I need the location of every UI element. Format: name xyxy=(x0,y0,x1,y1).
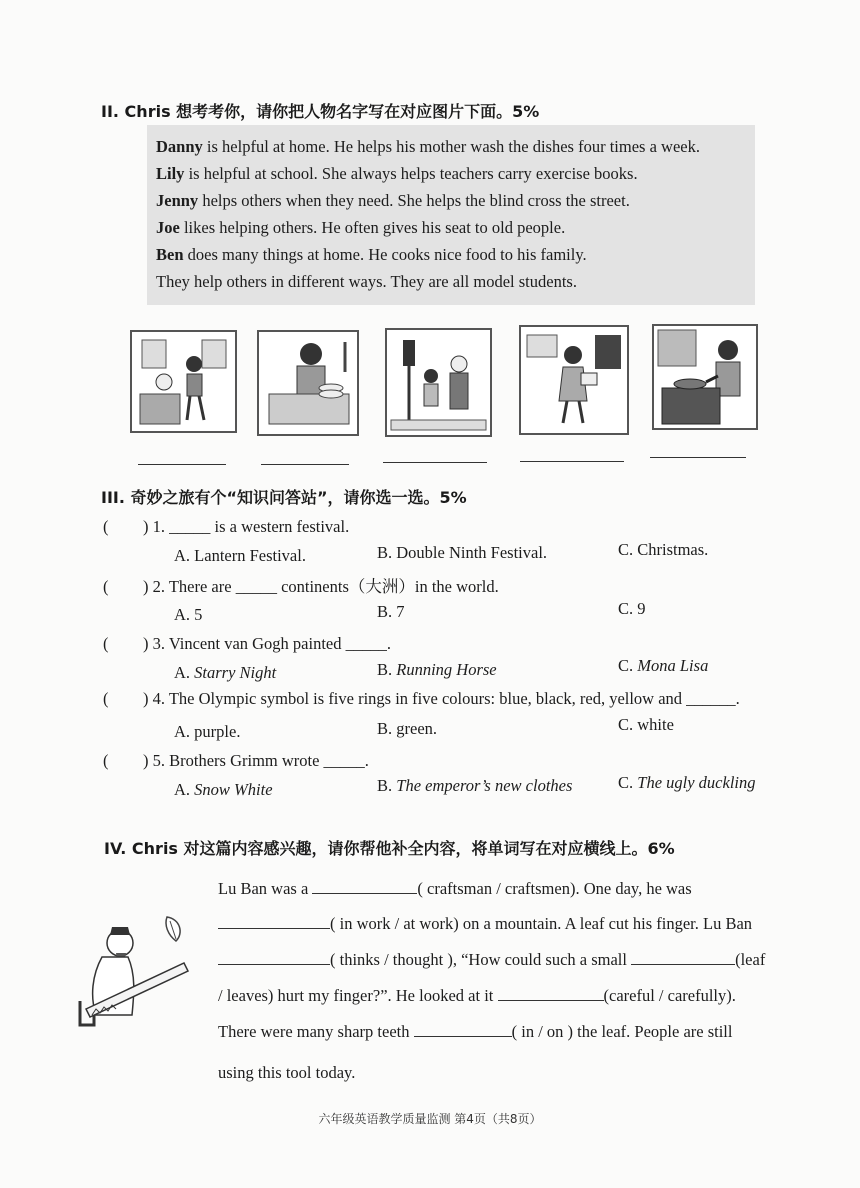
passage-line-6: using this tool today. xyxy=(218,1063,356,1082)
option-a: A. purple. xyxy=(174,722,241,741)
carrying-books-picture xyxy=(519,325,629,435)
passage-line: Joe likes helping others. He often gives his seat to old people. xyxy=(156,218,566,237)
passage-line: Ben does many things at home. He cooks nice food to his family. xyxy=(156,245,587,264)
person-name: Lily xyxy=(156,164,185,183)
cooking-picture xyxy=(652,324,758,430)
passage-line: They help others in different ways. They are all model students. xyxy=(156,272,577,291)
section-2-title: II. Chris 想考考你，请你把人物名字写在对应图片下面。5% xyxy=(101,102,540,121)
option-a: A. 5 xyxy=(174,605,203,624)
option-b: B. Double Ninth Festival. xyxy=(377,543,548,562)
passage-line-3: ( thinks / thought ), “How could such a small (leaf xyxy=(218,950,765,970)
answer-paren[interactable]: ( xyxy=(103,517,109,536)
fill-blank-6[interactable] xyxy=(414,1022,512,1037)
bus-seat-picture xyxy=(130,330,237,433)
option-c: C. The ugly duckling xyxy=(618,773,756,792)
person-name: Jenny xyxy=(156,191,199,210)
option-b: B. The emperor’s new clothes xyxy=(377,776,573,795)
question-4: ( ) 4. The Olympic symbol is five rings in five colours: blue, black, red, yellow and ______. xyxy=(103,689,740,708)
answer-paren[interactable]: ( xyxy=(103,689,109,708)
answer-paren[interactable]: ( xyxy=(103,577,109,596)
crossing-street-picture xyxy=(385,328,492,437)
person-name: Danny xyxy=(156,137,203,156)
question-2: ( ) 2. There are _____ continents（大洲）in the world. xyxy=(103,577,499,596)
passage-line-4: / leaves) hurt my finger?”. He looked at it (careful / carefully). xyxy=(218,986,736,1005)
option-c: C. Christmas. xyxy=(618,540,709,559)
name-blank-2[interactable] xyxy=(261,464,349,465)
fill-blank-1[interactable] xyxy=(312,879,417,894)
washing-dishes-picture xyxy=(257,330,359,436)
question-3: ( ) 3. Vincent van Gogh painted _____. xyxy=(103,634,391,653)
answer-paren[interactable]: ( xyxy=(103,751,109,770)
option-b: B. Running Horse xyxy=(377,660,497,679)
passage-line: Lily is helpful at school. She always helps teachers carry exercise books. xyxy=(156,164,638,183)
fill-blank-4[interactable] xyxy=(631,950,735,965)
option-a: A. Lantern Festival. xyxy=(174,546,306,565)
section-3-title: III. 奇妙之旅有个“知识问答站”，请你选一选。5% xyxy=(101,488,467,507)
passage-line: Danny is helpful at home. He helps his mother wash the dishes four times a week. xyxy=(156,137,700,156)
fill-blank-3[interactable] xyxy=(218,950,330,965)
passage-line-1: Lu Ban was a ( craftsman / craftsmen). One day, he was xyxy=(218,879,692,898)
name-blank-4[interactable] xyxy=(520,461,624,462)
lu-ban-saw-icon xyxy=(72,905,197,1030)
option-b: B. green. xyxy=(377,719,438,738)
option-c: C. white xyxy=(618,715,674,734)
option-b: B. 7 xyxy=(377,602,405,621)
passage-line-5: There were many sharp teeth ( in / on ) the leaf. People are still xyxy=(218,1022,733,1041)
passage-line: Jenny helps others when they need. She helps the blind cross the street. xyxy=(156,191,630,210)
option-a: A. Snow White xyxy=(174,780,273,799)
person-name: Ben xyxy=(156,245,184,264)
fill-blank-5[interactable] xyxy=(498,986,604,1001)
option-a: A. Starry Night xyxy=(174,663,277,682)
question-5: ( ) 5. Brothers Grimm wrote _____. xyxy=(103,751,369,770)
passage-line-2: ( in work / at work) on a mountain. A leaf cut his finger. Lu Ban xyxy=(218,914,752,934)
option-c: C. Mona Lisa xyxy=(618,656,709,675)
page-footer: 六年级英语教学质量监测 第4页（共8页） xyxy=(318,1112,542,1126)
fill-blank-2[interactable] xyxy=(218,914,330,929)
person-name: Joe xyxy=(156,218,180,237)
section-4-title: IV. Chris 对这篇内容感兴趣，请你帮他补全内容，将单词写在对应横线上。6% xyxy=(104,839,675,858)
name-blank-3[interactable] xyxy=(383,462,487,463)
reading-passage-box xyxy=(147,125,755,305)
question-1: ( ) 1. _____ is a western festival. xyxy=(103,517,350,536)
name-blank-1[interactable] xyxy=(138,464,226,465)
option-c: C. 9 xyxy=(618,599,646,618)
answer-paren[interactable]: ( xyxy=(103,634,109,653)
name-blank-5[interactable] xyxy=(650,457,746,458)
